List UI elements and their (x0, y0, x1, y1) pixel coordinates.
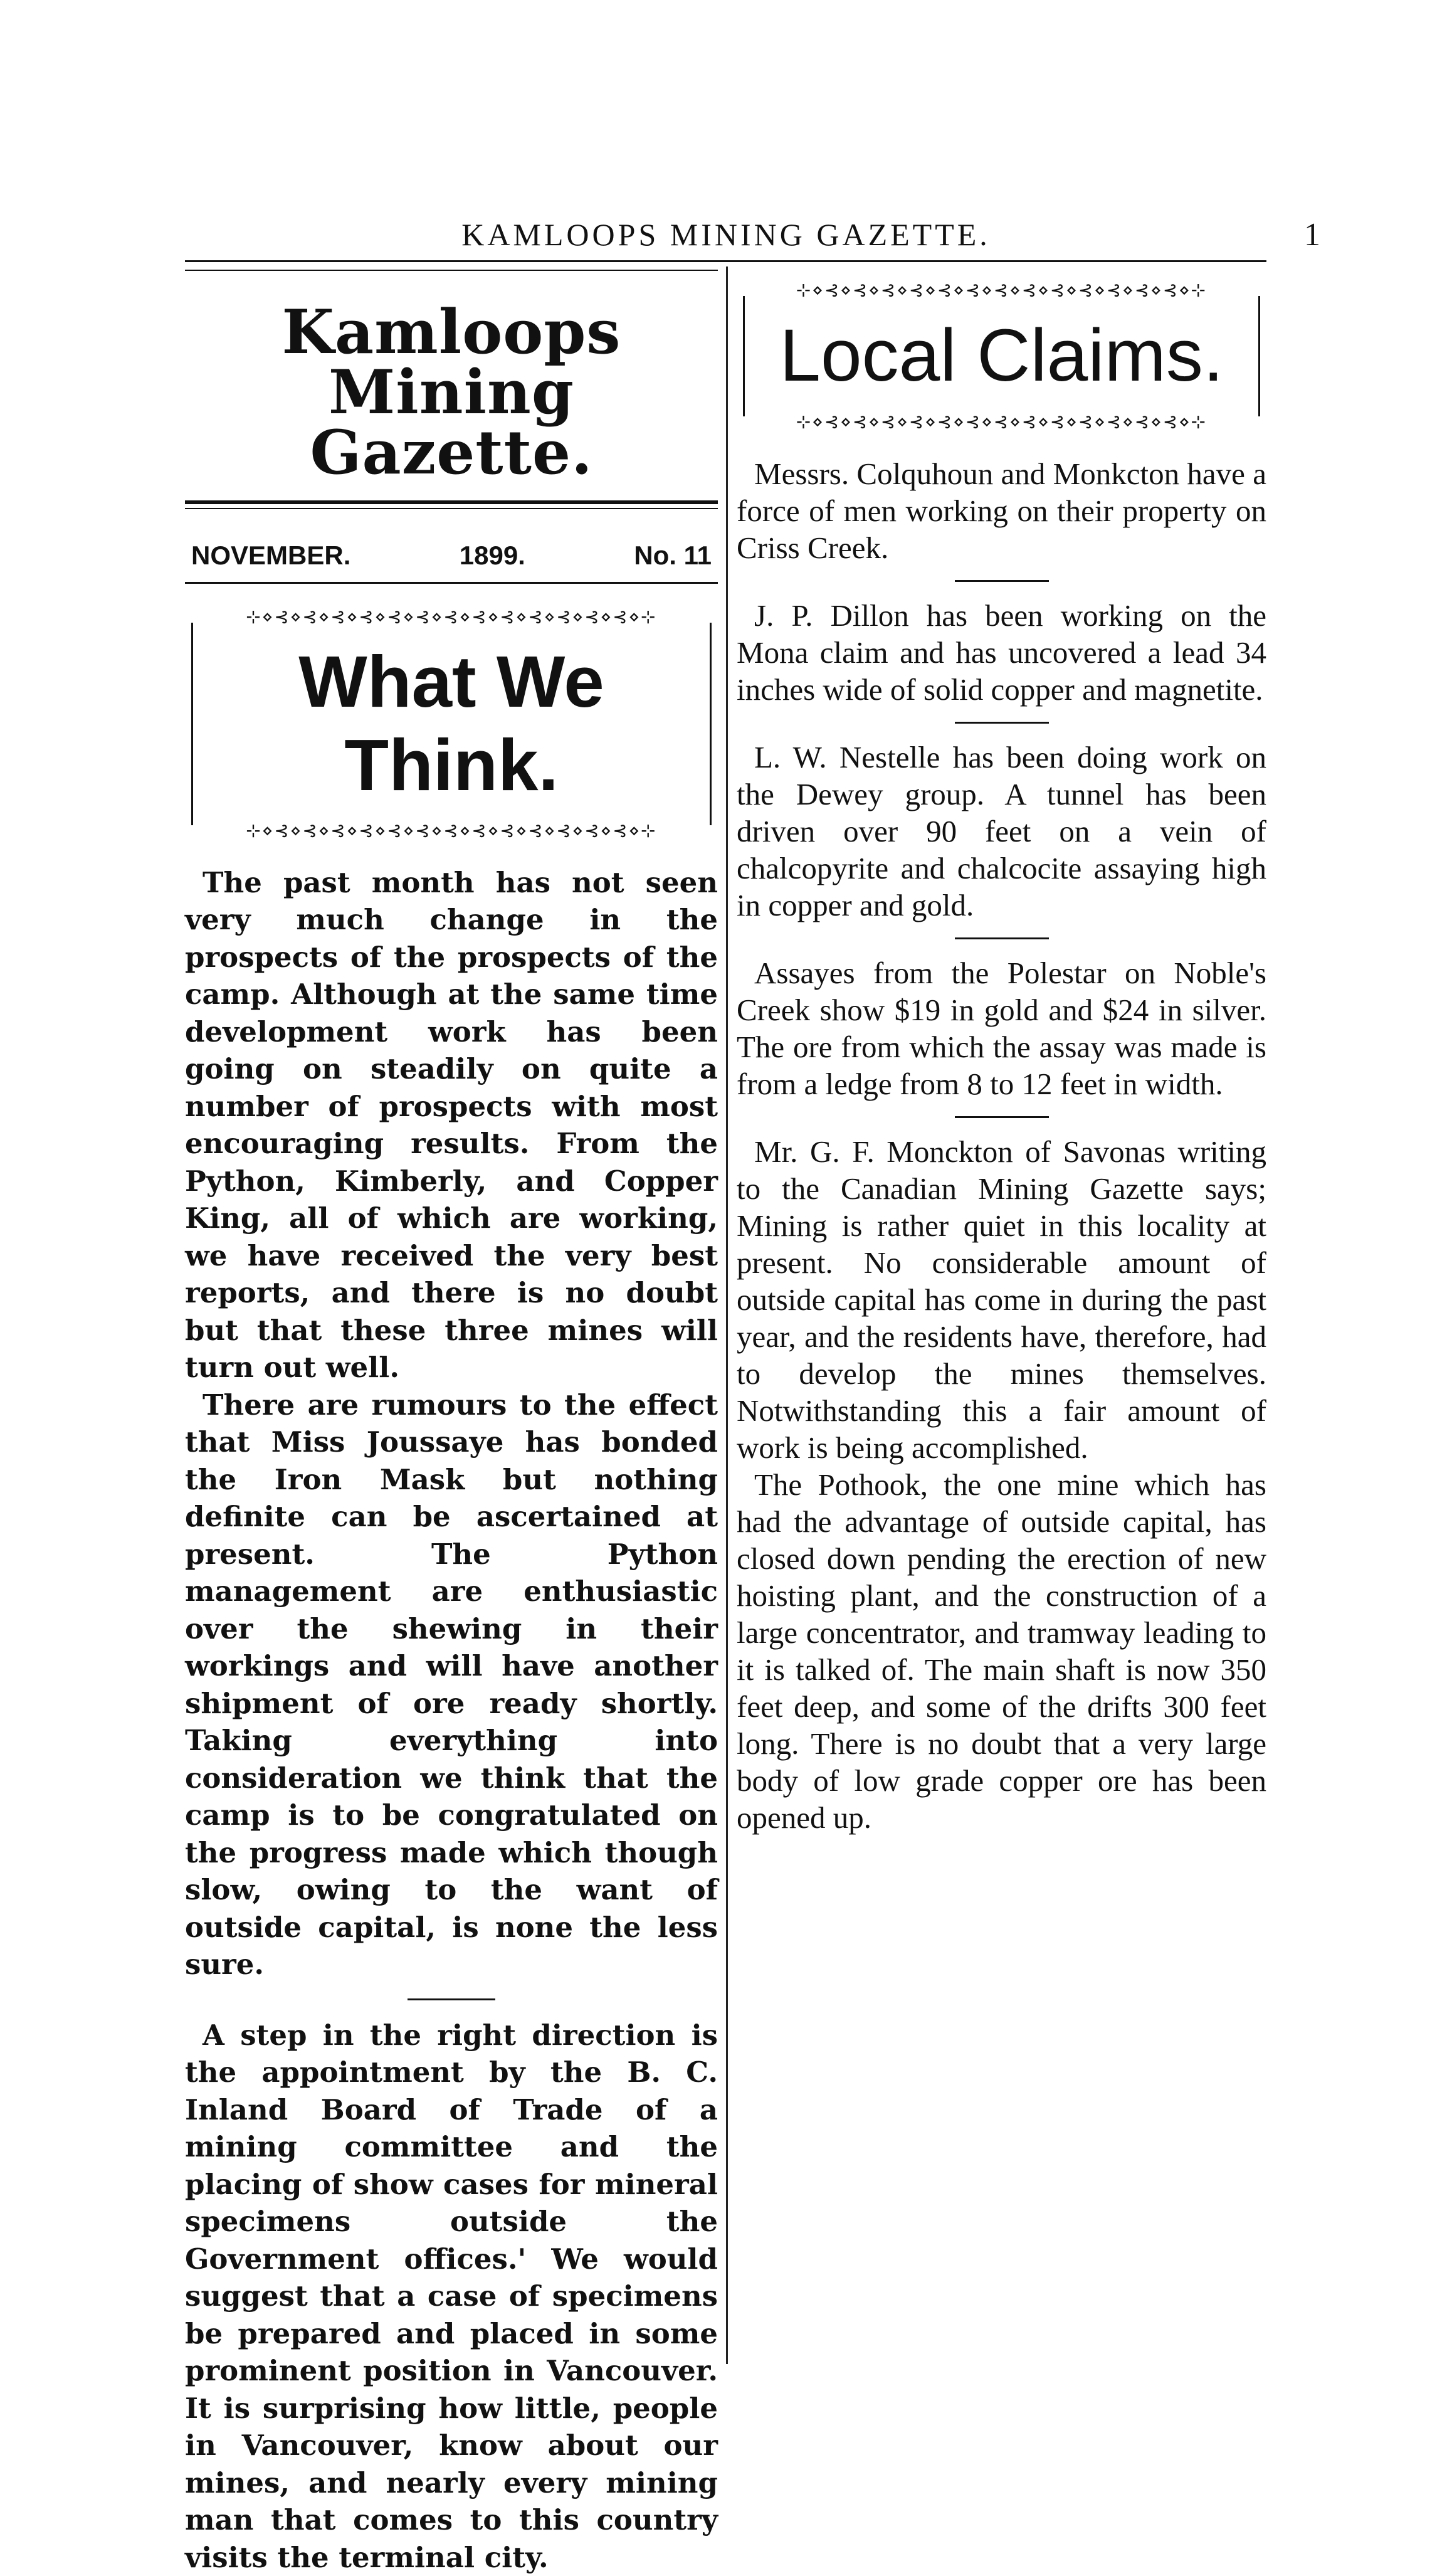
right-heading-box (737, 282, 1266, 430)
ornament-border-bottom: ⊹⋄⊰⋄⊰⋄⊰⋄⊰⋄⊰⋄⊰⋄⊰⋄⊰⋄⊰⋄⊰⋄⊰⋄⊰⋄⊰⋄⊹ (796, 413, 1207, 430)
issue-line (185, 541, 718, 571)
ornament-border-right (710, 623, 712, 825)
issue-number: No. 11 (634, 541, 712, 570)
issue-year: 1899. (459, 541, 525, 570)
item-divider (955, 580, 1049, 582)
left-paragraph-3: A step in the right direction is the appointment by the B. C. Inland Board of Trade of a mining committee and the placing of show cases for mineral specimens outside the Government offices.' We would suggest that a case of specimens be prepared and placed in some prominent position in Vancouver. It is surprising how little, people in Vancouver, know about our mines, and nearly every mining man that comes to this country visits the terminal city. (185, 2018, 718, 2574)
masthead-title: Kamloops Mining Gazette. (281, 297, 621, 488)
right-paragraph-6: The Pothook, the one mine which has had the advantage of outside capital, has closed down pending the erection of new hoisting plant, and the construction of a large concentrator, and tramway leading to it is talked of. The main shaft is now 350 feet deep, and some of the drifts 300 feet long. There is no doubt that a very large body of low grade copper ore has been opened up. (737, 1467, 1266, 1835)
ornament-border-left (191, 623, 193, 825)
item-divider (955, 1116, 1049, 1118)
header-rule (185, 260, 1266, 262)
section-heading-local-claims: Local Claims. (779, 314, 1224, 397)
right-paragraph-3: L. W. Nestelle has been doing work on the Dewey group. A tunnel has been driven over 90 feet on a vein of chalcopyrite and chalcocite assaying high in copper and gold. (737, 739, 1266, 922)
section-heading-what-we-think: What We Think. (298, 641, 604, 806)
left-paragraph-1: The past month has not seen very much change in the prospects of the prospects of the camp. Although at the same time development work has been going on steadily on quite a number of prospects with most encouraging results. From the Python, Kimberly, and Copper King, all of which are working, we have received the very best reports, and there is no doubt but that these three mines will turn out well. (185, 865, 718, 1385)
ornament-border-top: ⊹⋄⊰⋄⊰⋄⊰⋄⊰⋄⊰⋄⊰⋄⊰⋄⊰⋄⊰⋄⊰⋄⊰⋄⊰⋄⊰⋄⊹ (246, 609, 657, 625)
masthead-top-rule (185, 270, 718, 271)
right-paragraph-2: J. P. Dillon has been working on the Mona claim and has uncovered a lead 34 inches wide of solid copper and magnetite. (737, 598, 1266, 707)
issue-rule (185, 582, 718, 584)
right-column (737, 263, 1266, 1836)
section-divider (408, 1998, 495, 2000)
left-heading-box (185, 609, 718, 839)
item-divider (955, 937, 1049, 939)
right-paragraph-4: Assayes from the Polestar on Noble's Creek show $19 in gold and $24 in silver. The ore from which the assay was made is from a ledge from 8 to 12 feet in width. (737, 955, 1266, 1101)
page-number: 1 (1304, 217, 1320, 253)
masthead-rule-thin (185, 508, 718, 509)
running-head: KAMLOOPS MINING GAZETTE. (461, 217, 991, 252)
left-column (185, 263, 718, 2576)
ornament-border-top: ⊹⋄⊰⋄⊰⋄⊰⋄⊰⋄⊰⋄⊰⋄⊰⋄⊰⋄⊰⋄⊰⋄⊰⋄⊰⋄⊰⋄⊹ (796, 282, 1207, 298)
column-divider (726, 267, 728, 2364)
left-paragraph-2: There are rumours to the effect that Miss Joussaye has bonded the Iron Mask but nothing definite can be ascertained at present. The Python management are enthusiastic over the shewing in their workings and will have another shipment of ore ready shortly. Taking everything into consideration we think that the camp is to be congratulated on the progress made which though slow, owing to the want of outside capital, is none the less sure. (185, 1388, 718, 1982)
masthead-rule (185, 500, 718, 504)
ornament-border-right (1258, 296, 1260, 416)
right-paragraph-1: Messrs. Colquhoun and Monkcton have a force of men working on their property on Criss Creek. (737, 456, 1266, 565)
item-divider (955, 722, 1049, 724)
ornament-border-bottom: ⊹⋄⊰⋄⊰⋄⊰⋄⊰⋄⊰⋄⊰⋄⊰⋄⊰⋄⊰⋄⊰⋄⊰⋄⊰⋄⊰⋄⊹ (246, 822, 657, 839)
right-paragraph-5: Mr. G. F. Monckton of Savonas writing to the Canadian Mining Gazette says; Mining is rather quiet in this locality at present. No considerable amount of outside capital has come in during the past year, and the residents have, therefore, had to develop the mines themselves. Notwithstanding this a fair amount of work is being accomplished. (737, 1134, 1266, 1465)
ornament-border-left (743, 296, 745, 416)
issue-month: NOVEMBER. (191, 541, 351, 570)
